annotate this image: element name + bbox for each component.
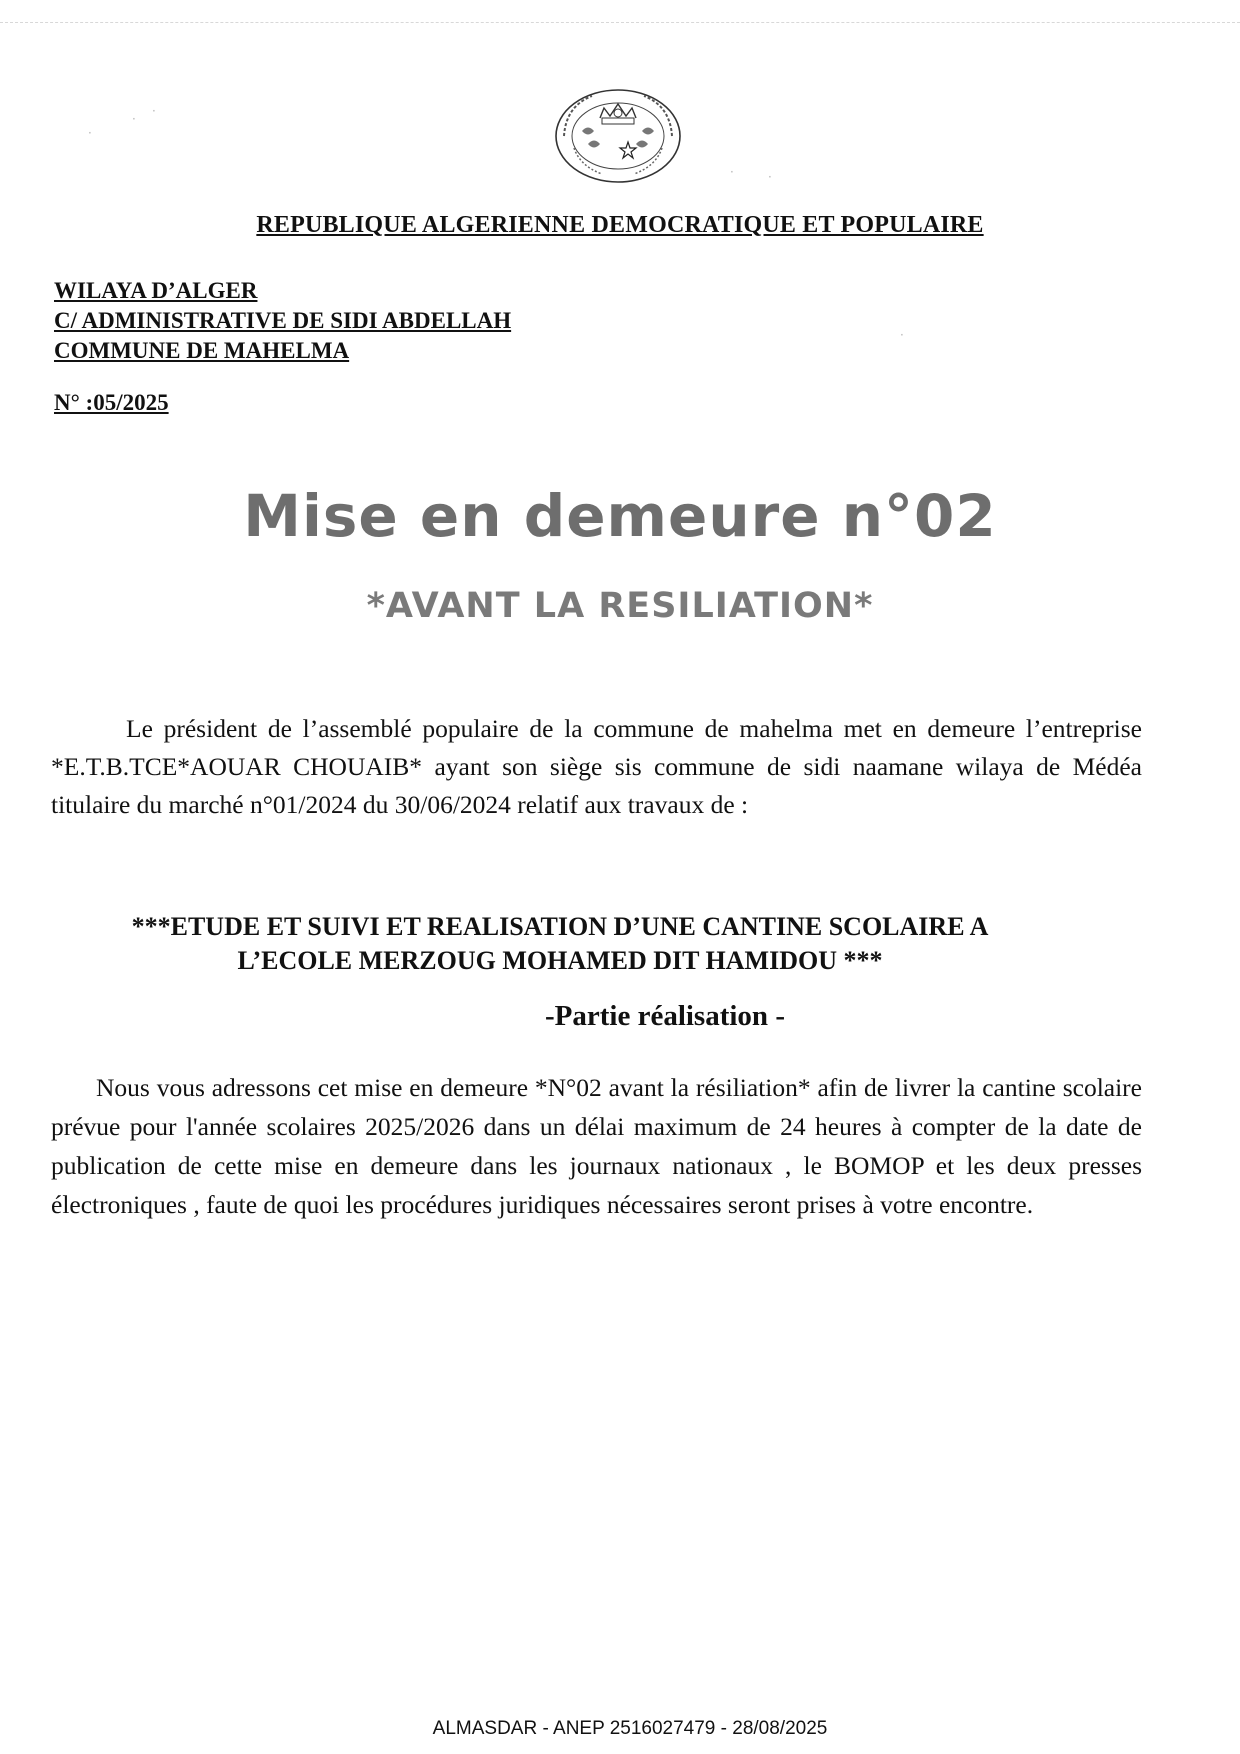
project-part-heading: -Partie réalisation - — [545, 1000, 785, 1032]
reference-number: N° :05/2025 — [54, 390, 169, 415]
document-subtitle: *AVANT LA RESILIATION* — [366, 586, 874, 626]
algerian-state-emblem-icon — [552, 86, 684, 186]
commune-line: COMMUNE DE MAHELMA — [54, 338, 350, 363]
issuing-authority — [54, 276, 511, 366]
circonscription-line: C/ ADMINISTRATIVE DE SIDI ABDELLAH — [54, 308, 512, 333]
scan-top-rule — [0, 22, 1240, 23]
scan-speck: · — [152, 104, 156, 118]
project-title-line-1: ***ETUDE ET SUIVI ET REALISATION D’UNE CANTINE SCOLAIRE A — [131, 912, 989, 941]
wilaya-line: WILAYA D’ALGER — [54, 278, 258, 303]
project-title-line-2: L’ECOLE MERZOUG MOHAMED DIT HAMIDOU *** — [237, 946, 883, 975]
scan-speck: · — [768, 170, 772, 184]
scan-speck: · — [88, 126, 92, 140]
scan-speck: · — [730, 165, 734, 179]
notice-paragraph-2: Nous vous adressons cet mise en demeure *N°02 avant la résiliation* afin de livrer la cantine scolaire prévue pour l'année scolaires 2025/2026 dans un délai maximum de 24 heures à compter de la date de publication de cette mise en demeure dans les journaux nationaux , le BOMOP et les deux presses électroniques , faute de quoi les procédures juridiques nécessaires seront prises à votre encontre. — [51, 1073, 1142, 1219]
scan-speck: · — [132, 112, 136, 126]
project-title — [60, 910, 1060, 978]
scan-speck: · — [900, 328, 904, 342]
notice-paragraph-1: Le président de l’assemblé populaire de la commune de mahelma met en demeure l’entreprise *E.T.B.TCE*AOUAR CHOUAIB* ayant son siège sis commune de sidi naamane wilaya de Médéa titulaire du marché n°01/2024 du 30/06/2024 relatif aux travaux de : — [51, 714, 1142, 819]
publication-footer: ALMASDAR - ANEP 2516027479 - 28/08/2025 — [432, 1718, 828, 1739]
document-title: Mise en demeure n°02 — [243, 482, 997, 550]
republic-heading: REPUBLIQUE ALGERIENNE DEMOCRATIQUE ET POPULAIRE — [256, 212, 984, 238]
